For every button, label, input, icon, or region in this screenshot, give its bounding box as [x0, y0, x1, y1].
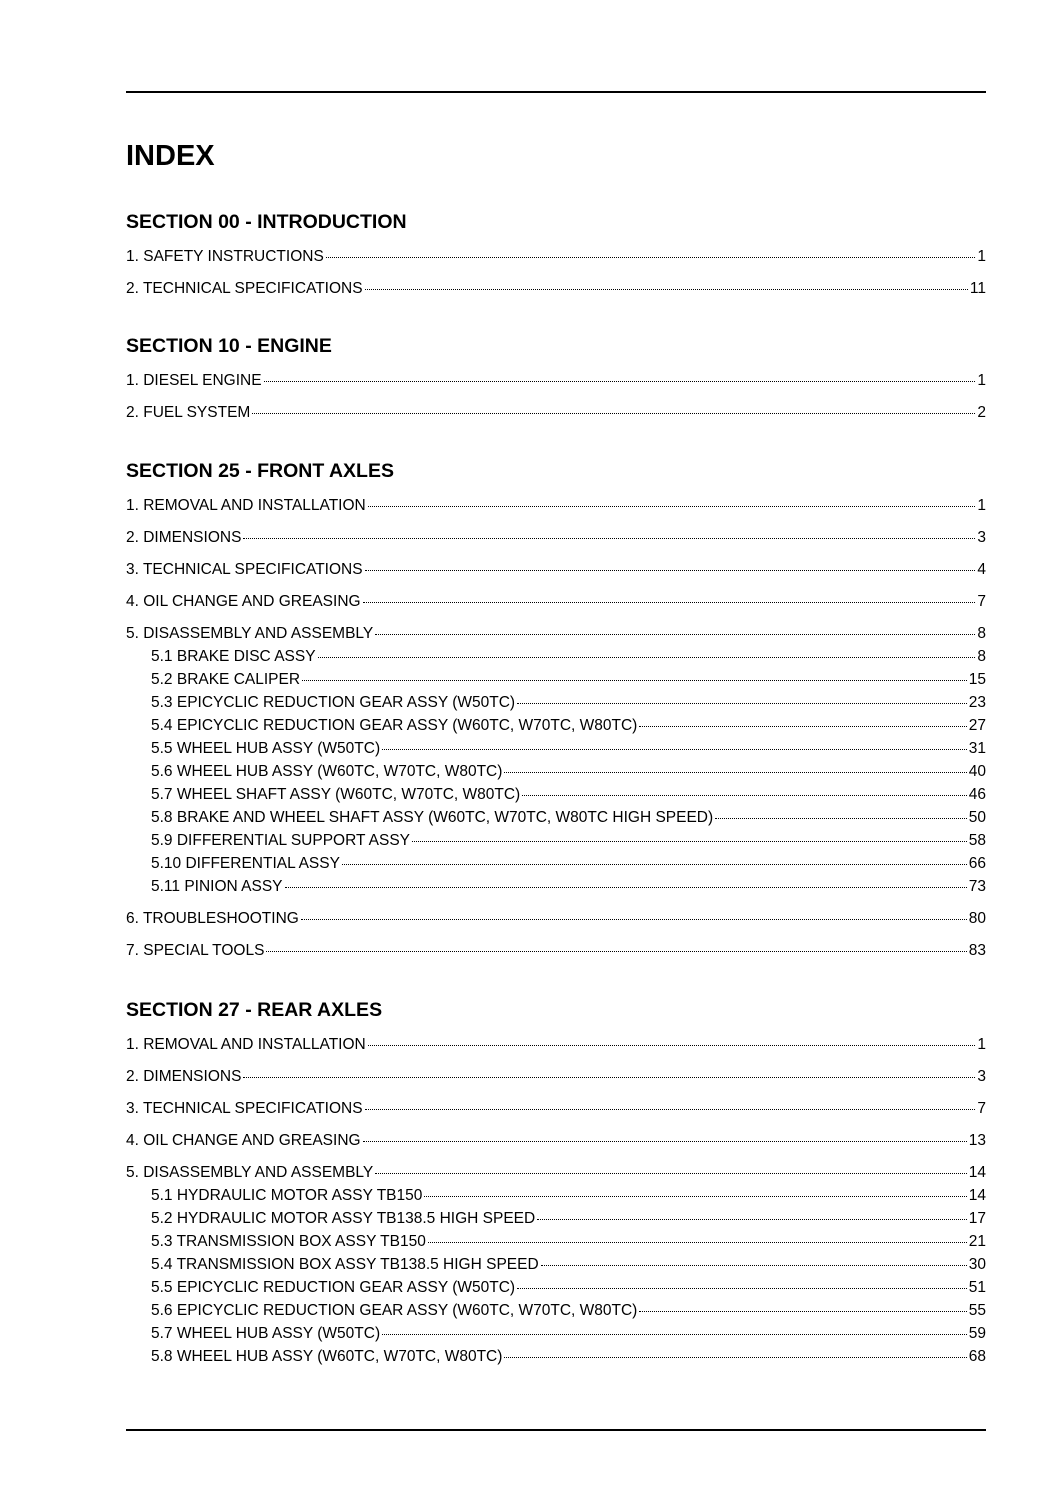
- dot-leader: [382, 1334, 967, 1335]
- entry-label: 7. SPECIAL TOOLS: [126, 942, 265, 959]
- entry-label: 1. SAFETY INSTRUCTIONS: [126, 248, 324, 265]
- entry-label: 5.2 HYDRAULIC MOTOR ASSY TB138.5 HIGH SPEED: [151, 1210, 536, 1227]
- section-heading: SECTION 00 - INTRODUCTION: [126, 211, 407, 233]
- index-entry[interactable]: [126, 1067, 986, 1087]
- dot-leader: [363, 602, 976, 603]
- entry-page: 13: [968, 1132, 986, 1149]
- entry-label: 5.1 BRAKE DISC ASSY: [151, 648, 316, 665]
- index-entry[interactable]: [126, 1099, 986, 1119]
- dot-leader: [639, 726, 966, 727]
- entry-label: 2. DIMENSIONS: [126, 1068, 242, 1085]
- section-heading: SECTION 10 - ENGINE: [126, 335, 332, 357]
- entry-page: 7: [977, 1100, 986, 1117]
- index-subentry[interactable]: [126, 739, 986, 759]
- entry-label: 3. TECHNICAL SPECIFICATIONS: [126, 561, 363, 578]
- entry-page: 31: [968, 740, 986, 757]
- index-subentry[interactable]: [126, 877, 986, 897]
- entry-label: 5.7 WHEEL SHAFT ASSY (W60TC, W70TC, W80TC): [151, 786, 521, 803]
- entry-page: 40: [968, 763, 986, 780]
- index-subentry[interactable]: [126, 1347, 986, 1367]
- dot-leader: [428, 1242, 967, 1243]
- page-title: INDEX: [126, 140, 215, 172]
- index-entry[interactable]: [126, 496, 986, 516]
- index-subentry[interactable]: [126, 1209, 986, 1229]
- dot-leader: [301, 919, 967, 920]
- entry-page: 46: [968, 786, 986, 803]
- entry-label: 5. DISASSEMBLY AND ASSEMBLY: [126, 1164, 374, 1181]
- dot-leader: [326, 257, 976, 258]
- dot-leader: [368, 506, 976, 507]
- index-subentry[interactable]: [126, 647, 986, 667]
- index-subentry[interactable]: [126, 762, 986, 782]
- dot-leader: [639, 1311, 966, 1312]
- entry-page: 27: [968, 717, 986, 734]
- entry-label: 5.3 EPICYCLIC REDUCTION GEAR ASSY (W50TC): [151, 694, 516, 711]
- index-subentry[interactable]: [126, 1186, 986, 1206]
- entry-page: 83: [968, 942, 986, 959]
- entry-label: 5.5 WHEEL HUB ASSY (W50TC): [151, 740, 381, 757]
- index-entry[interactable]: [126, 528, 986, 548]
- entry-page: 80: [968, 910, 986, 927]
- entry-page: 66: [968, 855, 986, 872]
- entry-page: 14: [968, 1187, 986, 1204]
- entry-label: 5. DISASSEMBLY AND ASSEMBLY: [126, 625, 374, 642]
- dot-leader: [365, 289, 968, 290]
- section-heading: SECTION 27 - REAR AXLES: [126, 999, 383, 1021]
- entry-label: 5.10 DIFFERENTIAL ASSY: [151, 855, 340, 872]
- dot-leader: [243, 1077, 975, 1078]
- dot-leader: [517, 1288, 967, 1289]
- section-heading: SECTION 25 - FRONT AXLES: [126, 460, 394, 482]
- dot-leader: [504, 772, 966, 773]
- dot-leader: [375, 1173, 967, 1174]
- index-entry[interactable]: [126, 403, 986, 423]
- entry-page: 73: [968, 878, 986, 895]
- entry-page: 51: [968, 1279, 986, 1296]
- entry-label: 5.6 EPICYCLIC REDUCTION GEAR ASSY (W60TC, W70TC, W80TC): [151, 1302, 638, 1319]
- index-subentry[interactable]: [126, 716, 986, 736]
- footer-rule: [126, 1429, 986, 1431]
- index-subentry[interactable]: [126, 854, 986, 874]
- entry-page: 7: [977, 593, 986, 610]
- entry-page: 3: [977, 529, 986, 546]
- entry-page: 8: [977, 648, 986, 665]
- entry-label: 5.8 WHEEL HUB ASSY (W60TC, W70TC, W80TC): [151, 1348, 503, 1365]
- dot-leader: [264, 381, 976, 382]
- entry-label: 1. REMOVAL AND INSTALLATION: [126, 497, 366, 514]
- entry-page: 8: [977, 625, 986, 642]
- entry-label: 4. OIL CHANGE AND GREASING: [126, 1132, 361, 1149]
- entry-page: 59: [968, 1325, 986, 1342]
- dot-leader: [504, 1357, 966, 1358]
- dot-leader: [266, 951, 966, 952]
- index-entry[interactable]: [126, 279, 986, 299]
- index-subentry[interactable]: [126, 670, 986, 690]
- dot-leader: [342, 864, 967, 865]
- index-subentry[interactable]: [126, 1278, 986, 1298]
- index-entry[interactable]: [126, 941, 986, 961]
- index-subentry[interactable]: [126, 808, 986, 828]
- entry-page: 15: [968, 671, 986, 688]
- entry-page: 55: [968, 1302, 986, 1319]
- entry-page: 14: [968, 1164, 986, 1181]
- dot-leader: [517, 703, 967, 704]
- dot-leader: [363, 1141, 967, 1142]
- entry-label: 2. TECHNICAL SPECIFICATIONS: [126, 280, 363, 297]
- entry-page: 68: [968, 1348, 986, 1365]
- index-entry[interactable]: [126, 909, 986, 929]
- dot-leader: [382, 749, 967, 750]
- entry-label: 5.2 BRAKE CALIPER: [151, 671, 301, 688]
- index-subentry[interactable]: [126, 1324, 986, 1344]
- dot-leader: [715, 818, 967, 819]
- dot-leader: [302, 680, 967, 681]
- index-subentry[interactable]: [126, 831, 986, 851]
- entry-page: 2: [977, 404, 986, 421]
- entry-label: 5.1 HYDRAULIC MOTOR ASSY TB150: [151, 1187, 423, 1204]
- entry-page: 11: [969, 280, 986, 297]
- dot-leader: [375, 634, 975, 635]
- index-entry[interactable]: [126, 247, 986, 267]
- entry-label: 6. TROUBLESHOOTING: [126, 910, 299, 927]
- entry-page: 1: [977, 497, 986, 514]
- entry-label: 5.3 TRANSMISSION BOX ASSY TB150: [151, 1233, 426, 1250]
- index-entry[interactable]: [126, 592, 986, 612]
- entry-page: 30: [968, 1256, 986, 1273]
- dot-leader: [252, 413, 975, 414]
- dot-leader: [424, 1196, 966, 1197]
- entry-page: 23: [968, 694, 986, 711]
- entry-label: 2. FUEL SYSTEM: [126, 404, 251, 421]
- dot-leader: [368, 1045, 976, 1046]
- index-subentry[interactable]: [126, 1255, 986, 1275]
- entry-label: 5.11 PINION ASSY: [151, 878, 283, 895]
- index-entry[interactable]: [126, 560, 986, 580]
- entry-label: 5.9 DIFFERENTIAL SUPPORT ASSY: [151, 832, 410, 849]
- dot-leader: [243, 538, 975, 539]
- entry-label: 1. REMOVAL AND INSTALLATION: [126, 1036, 366, 1053]
- index-entry[interactable]: [126, 1163, 986, 1183]
- index-entry[interactable]: [126, 1035, 986, 1055]
- dot-leader: [365, 1109, 976, 1110]
- entry-page: 58: [968, 832, 986, 849]
- index-subentry[interactable]: [126, 693, 986, 713]
- entry-label: 5.4 EPICYCLIC REDUCTION GEAR ASSY (W60TC, W70TC, W80TC): [151, 717, 638, 734]
- entry-label: 3. TECHNICAL SPECIFICATIONS: [126, 1100, 363, 1117]
- dot-leader: [318, 657, 976, 658]
- entry-page: 1: [977, 248, 986, 265]
- dot-leader: [412, 841, 967, 842]
- dot-leader: [537, 1219, 967, 1220]
- index-entry[interactable]: [126, 624, 986, 644]
- index-subentry[interactable]: [126, 1301, 986, 1321]
- dot-leader: [285, 887, 967, 888]
- header-rule: [126, 91, 986, 93]
- entry-label: 5.4 TRANSMISSION BOX ASSY TB138.5 HIGH SPEED: [151, 1256, 539, 1273]
- entry-page: 1: [977, 1036, 986, 1053]
- entry-label: 5.6 WHEEL HUB ASSY (W60TC, W70TC, W80TC): [151, 763, 503, 780]
- entry-label: 4. OIL CHANGE AND GREASING: [126, 593, 361, 610]
- entry-label: 5.5 EPICYCLIC REDUCTION GEAR ASSY (W50TC): [151, 1279, 516, 1296]
- entry-label: 5.8 BRAKE AND WHEEL SHAFT ASSY (W60TC, W70TC, W80TC HIGH SPEED): [151, 809, 714, 826]
- entry-label: 5.7 WHEEL HUB ASSY (W50TC): [151, 1325, 381, 1342]
- dot-leader: [522, 795, 967, 796]
- dot-leader: [365, 570, 976, 571]
- entry-page: 50: [968, 809, 986, 826]
- entry-label: 1. DIESEL ENGINE: [126, 372, 262, 389]
- dot-leader: [541, 1265, 967, 1266]
- index-entry[interactable]: [126, 1131, 986, 1151]
- entry-page: 1: [977, 372, 986, 389]
- entry-label: 2. DIMENSIONS: [126, 529, 242, 546]
- entry-page: 4: [977, 561, 986, 578]
- entry-page: 21: [968, 1233, 986, 1250]
- entry-page: 17: [968, 1210, 986, 1227]
- index-entry[interactable]: [126, 371, 986, 391]
- entry-page: 3: [977, 1068, 986, 1085]
- index-subentry[interactable]: [126, 1232, 986, 1252]
- index-subentry[interactable]: [126, 785, 986, 805]
